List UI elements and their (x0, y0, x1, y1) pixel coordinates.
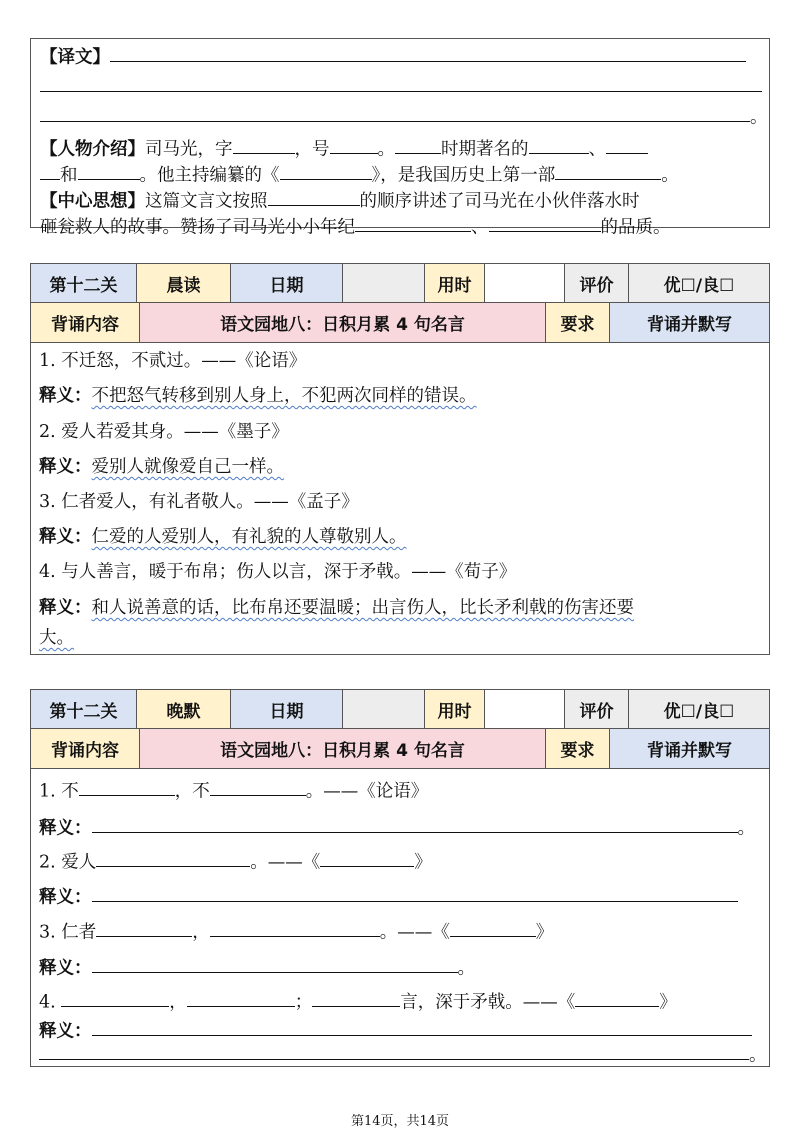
morning-content (30, 341, 770, 655)
blank-e2[interactable] (92, 883, 738, 902)
blank-q4-3[interactable] (312, 988, 400, 1007)
requirement-value-cell: 背诵并默写 (610, 303, 769, 342)
blank-q3-2[interactable] (210, 918, 380, 937)
content-label-cell: 背诵内容 (31, 729, 140, 768)
blank-quality-2[interactable] (489, 213, 601, 232)
blank-role-2a[interactable] (606, 135, 648, 154)
page-number-footer: 第14页，共14页 (350, 1114, 450, 1129)
date-input-cell[interactable] (343, 264, 425, 302)
blank-courtesy-name[interactable] (233, 135, 295, 154)
explanation-4-cont: 大。 (39, 628, 74, 648)
translation-blank-3[interactable] (40, 103, 750, 122)
time-label-cell: 用时 (425, 690, 485, 728)
level-cell: 第十二关 (31, 690, 137, 728)
person-intro-row-1: 【人物介绍】司马光，字 ，号 。 时期著名的 、 (40, 135, 761, 161)
content-value-cell: 语文园地八：日积月累 4 句名言 (140, 303, 546, 342)
dictation-explanation-3: 释义： 。 (39, 954, 761, 980)
explanation-3: 释义：仁爱的人爱别人，有礼貌的人尊敬别人。 (39, 527, 407, 547)
theme-label: 【中心思想】 (40, 191, 145, 212)
quote-3: 3. 仁者爱人，有礼者敬人。——《孟子》 (39, 492, 359, 512)
blank-dynasty[interactable] (395, 135, 441, 154)
dictation-quote-3: 3. 仁者 ， 。——《 》 (39, 918, 761, 944)
morning-header-row-1 (31, 264, 769, 303)
session-cell: 晚默 (137, 690, 231, 728)
translation-row (40, 43, 761, 69)
translation-row-3: 。 (40, 103, 761, 129)
blank-q3-1[interactable] (96, 918, 192, 937)
requirement-label-cell: 要求 (546, 303, 610, 342)
translation-label: 【译文】 (40, 47, 110, 68)
person-intro-label: 【人物介绍】 (40, 139, 145, 160)
blank-role-1[interactable] (529, 135, 589, 154)
blank-quality-1[interactable] (355, 213, 471, 232)
requirement-label-cell: 要求 (546, 729, 610, 768)
blank-e4-1[interactable] (92, 1017, 752, 1036)
content-label-cell: 背诵内容 (31, 303, 140, 342)
dictation-explanation-2: 释义： (39, 883, 761, 909)
dictation-quote-2: 2. 爱人 。——《 》 (39, 848, 761, 874)
blank-q4-1[interactable] (61, 988, 169, 1007)
rating-label-cell: 评价 (565, 690, 629, 728)
blank-e3[interactable] (92, 954, 458, 973)
evening-header-row-1 (31, 690, 769, 729)
date-label-cell: 日期 (231, 264, 343, 302)
blank-role-2b[interactable] (40, 161, 60, 180)
blank-pseudonym[interactable] (330, 135, 378, 154)
quote-1: 1. 不迁怒，不贰过。——《论语》 (39, 351, 307, 371)
blank-role-3[interactable] (78, 161, 140, 180)
translation-blank-2[interactable] (40, 73, 762, 92)
evening-content (30, 767, 770, 1067)
morning-header-table (30, 263, 770, 343)
content-value-cell: 语文园地八：日积月累 4 句名言 (140, 729, 546, 768)
blank-e4-2[interactable] (39, 1041, 749, 1060)
rating-value-cell[interactable]: 优☐/良☐ (629, 690, 769, 728)
time-label-cell: 用时 (425, 264, 485, 302)
blank-q1-1[interactable] (79, 777, 175, 796)
blank-q1-2[interactable] (210, 777, 306, 796)
explanation-4: 释义：和人说善意的话，比布帛还要温暖；出言伤人，比长矛利戟的伤害还要 (39, 598, 634, 618)
explanation-2: 释义：爱别人就像爱自己一样。 (39, 457, 284, 477)
blank-book-type[interactable] (555, 161, 661, 180)
blank-q3-source[interactable] (450, 918, 536, 937)
quote-4: 4. 与人善言，暖于布帛；伤人以言，深于矛戟。——《荀子》 (39, 562, 517, 582)
morning-header-row-2 (31, 303, 769, 342)
blank-book-title[interactable] (280, 161, 372, 180)
dictation-explanation-1: 释义： 。 (39, 814, 761, 840)
session-cell: 晨读 (137, 264, 231, 302)
blank-order[interactable] (268, 187, 360, 206)
date-label-cell: 日期 (231, 690, 343, 728)
theme-row-2: 砸瓮救人的故事。赞扬了司马光小小年纪 、 的品质。 (40, 213, 761, 239)
dictation-explanation-4: 释义： (39, 1017, 761, 1043)
quote-2: 2. 爱人若爱其身。——《墨子》 (39, 422, 289, 442)
dictation-quote-4: 4. ， ； 言，深于矛戟。——《 》 (39, 988, 761, 1014)
translation-section (30, 38, 770, 238)
evening-header-row-2 (31, 729, 769, 768)
explanation-1: 释义：不把怒气转移到别人身上，不犯两次同样的错误。 (39, 386, 477, 406)
time-input-cell[interactable] (485, 264, 565, 302)
blank-q4-source[interactable] (575, 988, 659, 1007)
requirement-value-cell: 背诵并默写 (610, 729, 769, 768)
person-intro-row-2: 和 。他主持编纂的《 》，是我国历史上第一部 。 (40, 161, 761, 187)
time-input-cell[interactable] (485, 690, 565, 728)
translation-blank-1[interactable] (110, 43, 746, 62)
rating-value-cell[interactable]: 优☐/良☐ (629, 264, 769, 302)
blank-q2-source[interactable] (320, 848, 414, 867)
rating-label-cell: 评价 (565, 264, 629, 302)
dictation-explanation-4-cont: 。 (39, 1041, 761, 1067)
blank-q4-2[interactable] (187, 988, 295, 1007)
theme-row-1: 【中心思想】这篇文言文按照 的顺序讲述了司马光在小伙伴落水时 (40, 187, 761, 213)
date-input-cell[interactable] (343, 690, 425, 728)
level-cell: 第十二关 (31, 264, 137, 302)
translation-row-2 (40, 73, 761, 99)
evening-header-table (30, 689, 770, 769)
blank-q2[interactable] (96, 848, 250, 867)
dictation-quote-1: 1. 不 ，不 。——《论语》 (39, 777, 761, 803)
blank-e1[interactable] (92, 814, 738, 833)
